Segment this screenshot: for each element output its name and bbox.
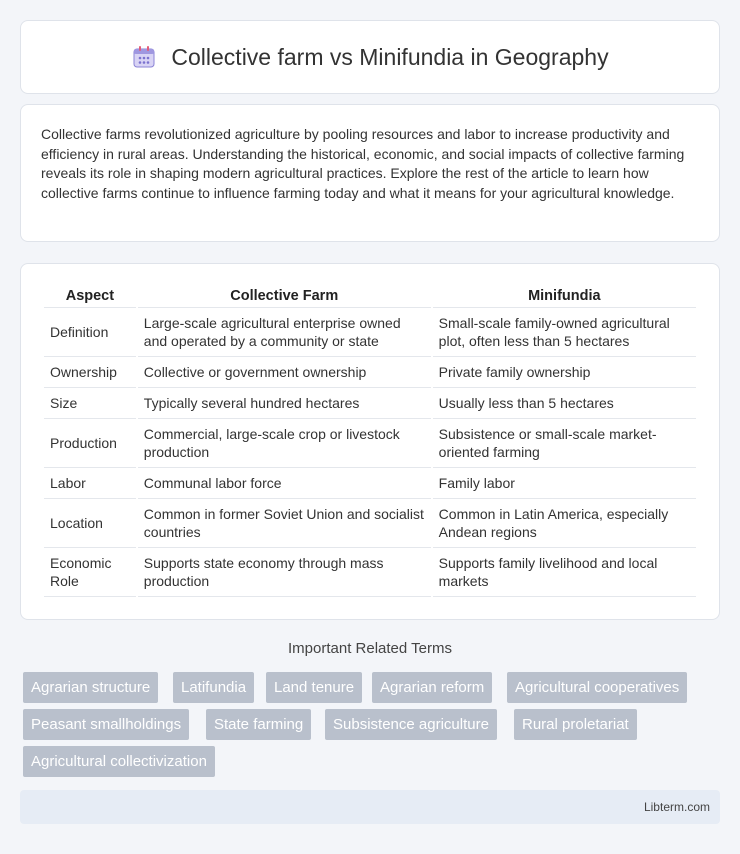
tag-agricultural-collectivization[interactable]: Agricultural collectivization bbox=[23, 746, 215, 777]
tag-agricultural-cooperatives[interactable]: Agricultural cooperatives bbox=[507, 672, 687, 703]
row-aspect: Size bbox=[44, 388, 136, 419]
row-minifundia: Supports family livelihood and local markets bbox=[433, 548, 696, 597]
column-header-minifundia: Minifundia bbox=[433, 286, 696, 308]
comparison-table bbox=[42, 286, 698, 597]
row-collective-farm: Collective or government ownership bbox=[138, 357, 431, 388]
tag-peasant-smallholdings[interactable]: Peasant smallholdings bbox=[23, 709, 189, 740]
table-row bbox=[44, 388, 696, 419]
column-header-aspect: Aspect bbox=[44, 286, 136, 308]
tag-agrarian-structure[interactable]: Agrarian structure bbox=[23, 672, 158, 703]
tag-agrarian-reform[interactable]: Agrarian reform bbox=[372, 672, 492, 703]
row-minifundia: Private family ownership bbox=[433, 357, 696, 388]
row-aspect: Labor bbox=[44, 468, 136, 499]
table-row bbox=[44, 308, 696, 357]
comparison-table-card bbox=[20, 263, 720, 620]
row-collective-farm: Commercial, large-scale crop or livestock production bbox=[138, 419, 431, 468]
intro-card bbox=[20, 104, 720, 242]
row-collective-farm: Common in former Soviet Union and socialist countries bbox=[138, 499, 431, 548]
table-row bbox=[44, 419, 696, 468]
tag-state-farming[interactable]: State farming bbox=[206, 709, 311, 740]
footer-site-link[interactable]: Libterm.com bbox=[643, 800, 710, 814]
title-wrap bbox=[131, 44, 608, 71]
row-aspect: Definition bbox=[44, 308, 136, 357]
row-collective-farm: Typically several hundred hectares bbox=[138, 388, 431, 419]
row-minifundia: Subsistence or small-scale market-oriented farming bbox=[433, 419, 696, 468]
row-minifundia: Family labor bbox=[433, 468, 696, 499]
row-collective-farm: Large-scale agricultural enterprise owned and operated by a community or state bbox=[138, 308, 431, 357]
intro-paragraph: Collective farms revolutionized agriculture by pooling resources and labor to increase productivity and efficiency in rural areas. Understanding the historical, economic, and social impacts of collective farming reveals its role in shaping modern agricultural practices. Explore the rest of the article to learn how collective farms continue to influence farming today and what it means for your agricultural knowledge. bbox=[41, 126, 685, 201]
row-minifundia: Small-scale family-owned agricultural plot, often less than 5 hectares bbox=[433, 308, 696, 357]
row-aspect: Production bbox=[44, 419, 136, 468]
table-row bbox=[44, 468, 696, 499]
header-card bbox=[20, 20, 720, 94]
page-title: Collective farm vs Minifundia in Geography bbox=[171, 43, 609, 70]
tag-land-tenure[interactable]: Land tenure bbox=[266, 672, 362, 703]
tag-subsistence-agriculture[interactable]: Subsistence agriculture bbox=[325, 709, 497, 740]
table-row bbox=[44, 548, 696, 597]
table-header-row bbox=[44, 286, 696, 308]
table-row bbox=[44, 499, 696, 548]
tag-rural-proletariat[interactable]: Rural proletariat bbox=[514, 709, 637, 740]
tag-latifundia[interactable]: Latifundia bbox=[173, 672, 254, 703]
row-minifundia: Usually less than 5 hectares bbox=[433, 388, 696, 419]
row-aspect: Economic Role bbox=[44, 548, 136, 597]
calendar-icon bbox=[131, 44, 157, 70]
row-minifundia: Common in Latin America, especially Andean regions bbox=[433, 499, 696, 548]
table-row bbox=[44, 357, 696, 388]
footer bbox=[20, 790, 720, 824]
row-aspect: Location bbox=[44, 499, 136, 548]
related-terms-title: Important Related Terms bbox=[288, 640, 452, 657]
column-header-collective-farm: Collective Farm bbox=[138, 286, 431, 308]
row-collective-farm: Communal labor force bbox=[138, 468, 431, 499]
row-aspect: Ownership bbox=[44, 357, 136, 388]
row-collective-farm: Supports state economy through mass production bbox=[138, 548, 431, 597]
